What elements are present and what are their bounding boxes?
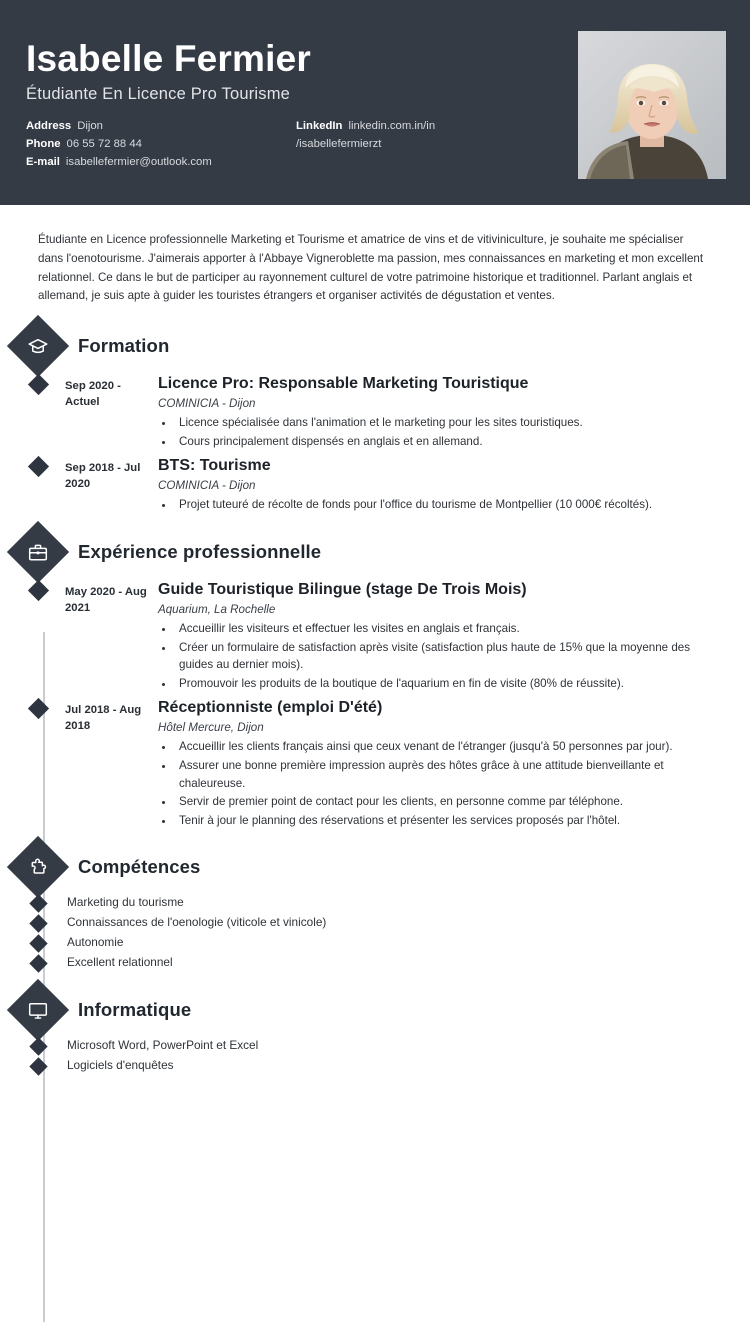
entry-title: Guide Touristique Bilingue (stage De Trois Mois) bbox=[158, 580, 527, 598]
contact-email-value[interactable]: isabellefermier@outlook.com bbox=[65, 156, 212, 169]
skill-label: Excellent relationnel bbox=[67, 954, 173, 969]
profile-summary: Étudiante en Licence professionnelle Marketing et Tourisme et amatrice de vins et de vitiviniculture, je souhaite me spécialiser dans l'oenotourisme. J'aimerais apporter à l'Abbaye Vigneroblette ma passion, mes connaissances en marketing et mon excellent relationnel. Ce dans le but de participer au rayonnement culturel de votre patrimoine historique et traditionnel. Parlant anglais et allemand, je suis apte à guider les touristes étrangers et organiser activités de dégustation et ventes. bbox=[38, 233, 704, 303]
job-subtitle: Étudiante En Licence Pro Tourisme bbox=[26, 84, 291, 103]
entry-dates: May 2020 - Aug 2021 bbox=[65, 585, 147, 614]
entry-dates: Jul 2018 - Aug 2018 bbox=[65, 704, 142, 733]
timeline-marker bbox=[29, 934, 47, 952]
entry-organization: Hôtel Mercure, Dijon bbox=[158, 721, 264, 735]
experience-entry bbox=[31, 574, 750, 692]
entry-organization: COMINICIA - Dijon bbox=[158, 397, 256, 411]
timeline-marker bbox=[28, 456, 49, 477]
resume-header bbox=[0, 0, 750, 205]
list-item: • Accueillir les clients français ainsi que ceux venant de l'étranger (jusqu'à 50 personnes par jour). bbox=[175, 738, 716, 756]
contact-linkedin-value[interactable]: linkedin.com.in/in bbox=[348, 119, 436, 132]
contact-email-label: E-mail bbox=[26, 156, 60, 169]
entry-dates: Sep 2018 - Jul 2020 bbox=[65, 462, 141, 491]
list-item bbox=[31, 893, 750, 913]
formation-entry bbox=[31, 450, 750, 514]
section-informatique bbox=[0, 988, 750, 1075]
skill-label: Autonomie bbox=[67, 934, 124, 949]
entry-content bbox=[158, 374, 750, 450]
contact-linkedin[interactable] bbox=[296, 117, 526, 135]
timeline-marker bbox=[29, 895, 47, 913]
section-experience bbox=[0, 530, 750, 829]
experience-entry bbox=[31, 692, 750, 829]
timeline-marker bbox=[28, 698, 49, 719]
section-title-competences: Compétences bbox=[78, 856, 201, 878]
section-header-competences bbox=[16, 845, 750, 889]
list-item: • Tenir à jour le planning des réservations et présenter les services proposés par l'hôtel. bbox=[175, 812, 716, 830]
contact-phone-value: 06 55 72 88 44 bbox=[66, 138, 142, 151]
list-item: • Assurer une bonne première impression auprès des hôtes grâce à une attitude bienveillante et chaleureuse. bbox=[175, 757, 716, 792]
entry-organization: Aquarium, La Rochelle bbox=[158, 602, 276, 616]
entry-content bbox=[158, 456, 750, 514]
list-item: • Projet tuteuré de récolte de fonds pour l'office du tourisme de Montpellier (10 000€ récoltés). bbox=[175, 496, 716, 514]
skill-label: Connaissances de l'oenologie (viticole et vinicole) bbox=[67, 915, 327, 930]
timeline-marker bbox=[28, 580, 49, 601]
entry-dates: Sep 2020 - Actuel bbox=[65, 380, 121, 409]
list-item bbox=[31, 913, 750, 933]
entry-bullet-list bbox=[175, 414, 716, 450]
contact-email[interactable] bbox=[26, 153, 296, 171]
section-title-informatique: Informatique bbox=[78, 999, 192, 1021]
contact-phone bbox=[26, 135, 296, 153]
section-title-experience: Expérience professionnelle bbox=[78, 540, 322, 562]
section-competences bbox=[0, 845, 750, 972]
entry-title: Réceptionniste (emploi D'été) bbox=[158, 699, 383, 717]
entry-bullet-list bbox=[175, 496, 716, 514]
timeline-marker bbox=[29, 954, 47, 972]
contact-address-label: Address bbox=[26, 119, 72, 132]
contact-column-right bbox=[296, 117, 526, 172]
timeline-marker bbox=[28, 374, 49, 395]
competences-icon-diamond bbox=[7, 836, 69, 898]
contact-grid bbox=[26, 117, 526, 172]
resume-body bbox=[0, 306, 750, 1075]
section-header-experience bbox=[16, 530, 750, 574]
list-item: • Cours principalement dispensés en anglais et en allemand. bbox=[175, 433, 716, 451]
section-header-formation bbox=[16, 324, 750, 368]
page-title: Isabelle Fermier bbox=[26, 38, 311, 79]
list-item: • Licence spécialisée dans l'animation et le marketing pour les sites touristiques. bbox=[175, 414, 716, 432]
software-label: Logiciels d'enquêtes bbox=[67, 1057, 174, 1072]
section-title-formation: Formation bbox=[78, 335, 170, 357]
list-item: • Servir de premier point de contact pour les clients, en personne comme par téléphone. bbox=[175, 793, 716, 811]
list-item bbox=[31, 1056, 750, 1076]
contact-address-value: Dijon bbox=[77, 119, 103, 132]
graduation-cap-icon bbox=[28, 336, 49, 357]
section-header-informatique bbox=[16, 988, 750, 1032]
contact-address bbox=[26, 117, 296, 135]
portrait-photo-icon bbox=[578, 31, 726, 179]
list-item: • Créer un formulaire de satisfaction après visite (satisfaction plus haute de 15% que la moyenne des guides au dernier mois). bbox=[175, 639, 716, 674]
formation-entry bbox=[31, 368, 750, 450]
list-item: • Promouvoir les produits de la boutique de l'aquarium en fin de visite (80% de réussite). bbox=[175, 675, 716, 693]
entry-bullet-list bbox=[175, 620, 716, 692]
timeline-marker bbox=[29, 1037, 47, 1055]
section-formation bbox=[0, 324, 750, 514]
timeline-marker bbox=[29, 914, 47, 932]
monitor-icon bbox=[28, 1000, 49, 1021]
avatar bbox=[578, 31, 726, 179]
contact-column-left bbox=[26, 117, 296, 172]
timeline-marker bbox=[29, 1057, 47, 1075]
list-item bbox=[31, 953, 750, 973]
list-item: • Accueillir les visiteurs et effectuer les visites en anglais et français. bbox=[175, 620, 716, 638]
entry-content bbox=[158, 580, 750, 692]
list-item bbox=[31, 1036, 750, 1056]
puzzle-piece-icon bbox=[28, 857, 49, 878]
entry-organization: COMINICIA - Dijon bbox=[158, 479, 256, 493]
briefcase-icon bbox=[28, 541, 49, 562]
software-label: Microsoft Word, PowerPoint et Excel bbox=[67, 1038, 259, 1053]
entry-bullet-list bbox=[175, 738, 716, 829]
entry-title: Licence Pro: Responsable Marketing Touristique bbox=[158, 375, 529, 393]
entry-content bbox=[158, 698, 750, 829]
contact-phone-label: Phone bbox=[26, 138, 61, 151]
skill-label: Marketing du tourisme bbox=[67, 895, 184, 910]
entry-title: BTS: Tourisme bbox=[158, 457, 271, 475]
contact-linkedin-label: LinkedIn bbox=[296, 119, 343, 132]
list-item bbox=[31, 933, 750, 953]
informatique-icon-diamond bbox=[7, 979, 69, 1041]
contact-linkedin-value-line2[interactable]: /isabellefermierzt bbox=[296, 138, 382, 151]
